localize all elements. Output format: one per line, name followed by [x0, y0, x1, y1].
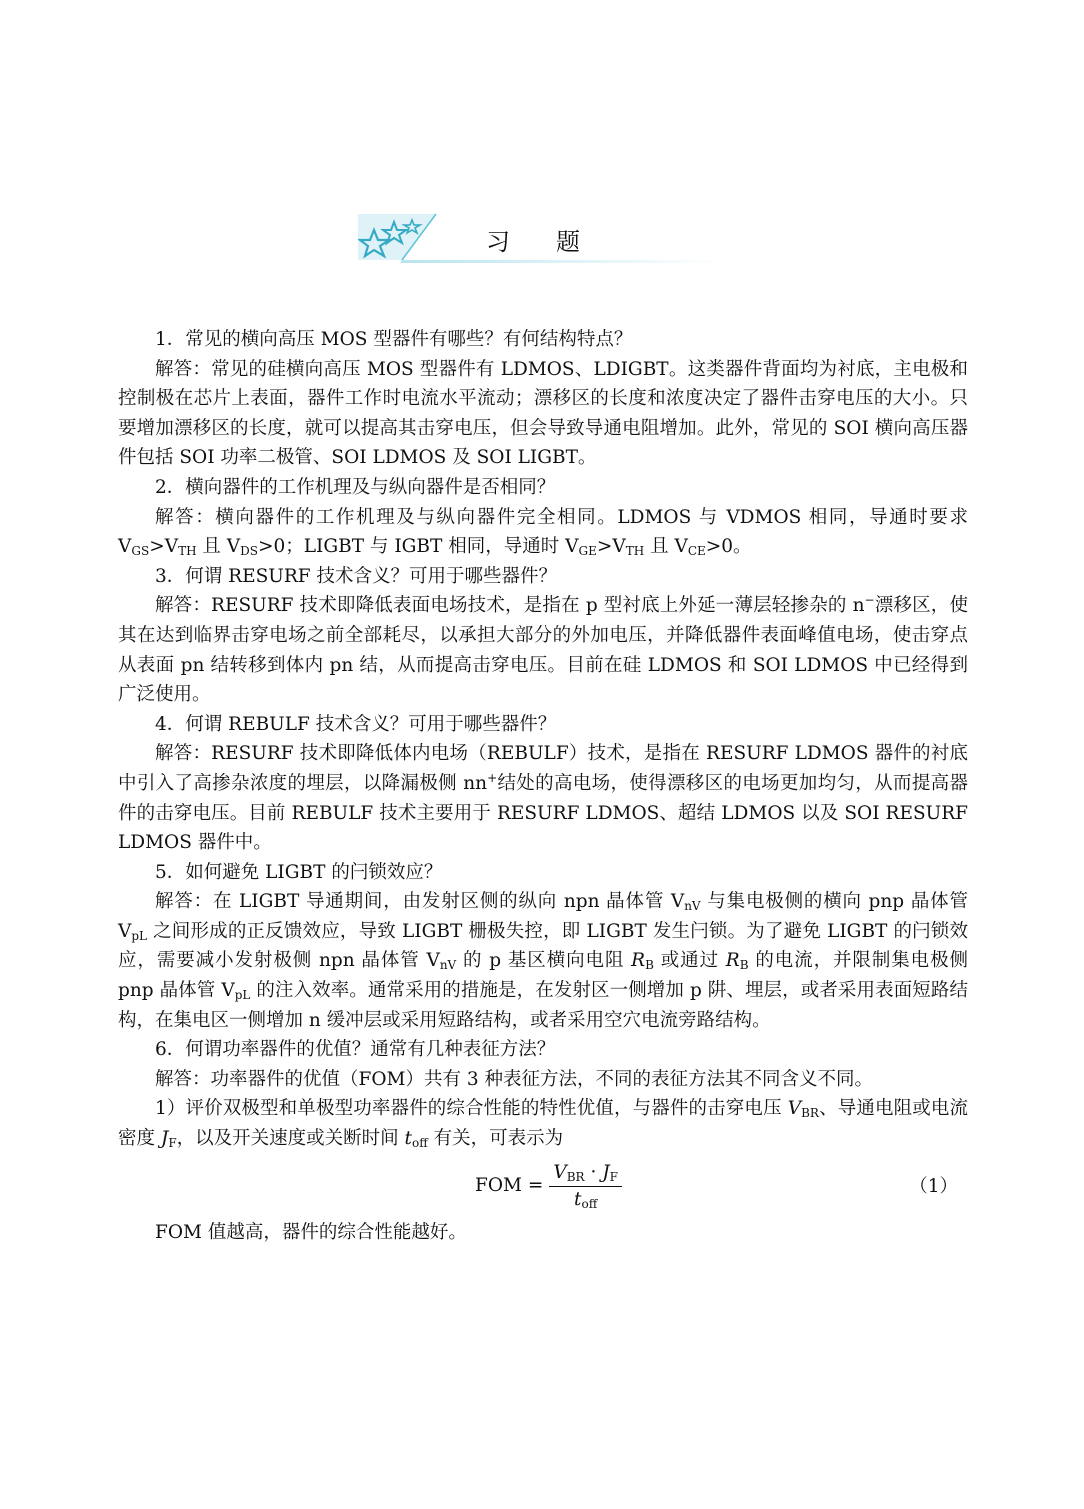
exercise-content [118, 325, 968, 1247]
question-2: 2．横向器件的工作机理及与纵向器件是否相同？ [155, 476, 556, 498]
question-1: 1．常见的横向高压 MOS 型器件有哪些？有何结构特点？ [155, 329, 633, 350]
equation-number: （1） [909, 1175, 958, 1197]
answer-6: 解答：功率器件的优值（FOM）共有 3 种表征方法，不同的表征方法其不同含义不同。 [155, 1068, 873, 1090]
answer-3: 解答：RESURF 技术即降低表面电场技术，是指在 p 型衬底上外延一薄层轻掺杂的 n−漂移区，使其在达到临界击穿电场之前全部耗尽，以承担大部分的外加电压，并降低器件表面峰值电场，使击穿点从表面 pn 结转移到体内 pn 结，从而提高击穿电压。目前在硅 LDMOS 和 SOI LDMOS 中已经得到广泛使用。 [118, 593, 968, 706]
answer-4: 解答：RESURF 技术即降低体内电场（REBULF）技术，是指在 RESURF LDMOS 器件的衬底中引入了高掺杂浓度的埋层，以降漏极侧 nn+结处的高电场，使得漂移区的电场更加均匀，从而提高器件的击穿电压。目前 REBULF 技术主要用于 RESURF LDMOS、超结 LDMOS 以及 SOI RESURF LDMOS 器件中。 [118, 743, 968, 854]
answer-1: 解答：常见的硅横向高压 MOS 型器件有 LDMOS、LDIGBT。这类器件背面均为衬底，主电极和控制极在芯片上表面，器件工作时电流水平流动；漂移区的长度和浓度决定了器件击穿电压的大小。只要增加漂移区的长度，就可以提高其击穿电压，但会导致导通电阻增加。此外，常见的 SOI 横向高压器件包括 SOI 功率二极管、SOI LDMOS 及 SOI LIGBT。 [118, 358, 968, 469]
fom-equation [118, 1154, 968, 1218]
formula-lhs: FOM = [475, 1175, 544, 1197]
fom-formula [475, 1160, 622, 1213]
section-title: 习题 [486, 228, 626, 256]
question-6: 6．何谓功率器件的优值？通常有几种表征方法？ [155, 1039, 556, 1061]
answer-6-item-1: 1）评价双极型和单极型功率器件的综合性能的特性优值，与器件的击穿电压 $V_{BR}$、导通电阻或电流密度 $J_F$，以及开关速度或关断时间 $t_{off}$ 有关，可表示为 [118, 1098, 968, 1151]
formula-fraction [549, 1160, 622, 1213]
answer-6-closing: FOM 值越高，器件的综合性能越好。 [155, 1221, 467, 1243]
question-4: 4．何谓 REBULF 技术含义？可用于哪些器件？ [155, 713, 557, 735]
answer-2: 解答：横向器件的工作机理及与纵向器件完全相同。LDMOS 与 VDMOS 相同，导通时要求 $V_{GS}>V_{TH}$ 且 $V_{DS}>0$；LIGBT 与 IGBT 相同，导通时 $V_{GE}>V_{TH}$ 且 $V_{CE}>0$。 [118, 506, 968, 559]
question-3: 3．何谓 RESURF 技术含义？可用于哪些器件？ [155, 565, 557, 587]
answer-5: 解答：在 LIGBT 导通期间，由发射区侧的纵向 npn 晶体管 $V_{nV}$ 与集电极侧的横向 pnp 晶体管 $V_{pL}$ 之间形成的正反馈效应，导致 LIGBT 栅极失控，即 LIGBT 发生闩锁。为了避免 LIGBT 的闩锁效应，需要减小发射极侧 npn 晶体管 $V_{nV}$ 的 p 基区横向电阻 $R_B$ 或通过 $R_B$ 的电流，并限制集电极侧 pnp 晶体管 $V_{pL}$ 的注入效率。通常采用的措施是，在发射区一侧增加 p 阱、埋层，或者采用表面短路结构，在集电区一侧增加 n 缓冲层或采用短路结构，或者采用空穴电流旁路结构。 [118, 891, 968, 1031]
formula-numerator: $V_{BR} \cdot J_F$ [549, 1160, 622, 1187]
section-header [358, 210, 723, 268]
question-5: 5．如何避免 LIGBT 的闩锁效应？ [155, 861, 443, 883]
formula-denominator: $t_{off}$ [574, 1188, 598, 1211]
